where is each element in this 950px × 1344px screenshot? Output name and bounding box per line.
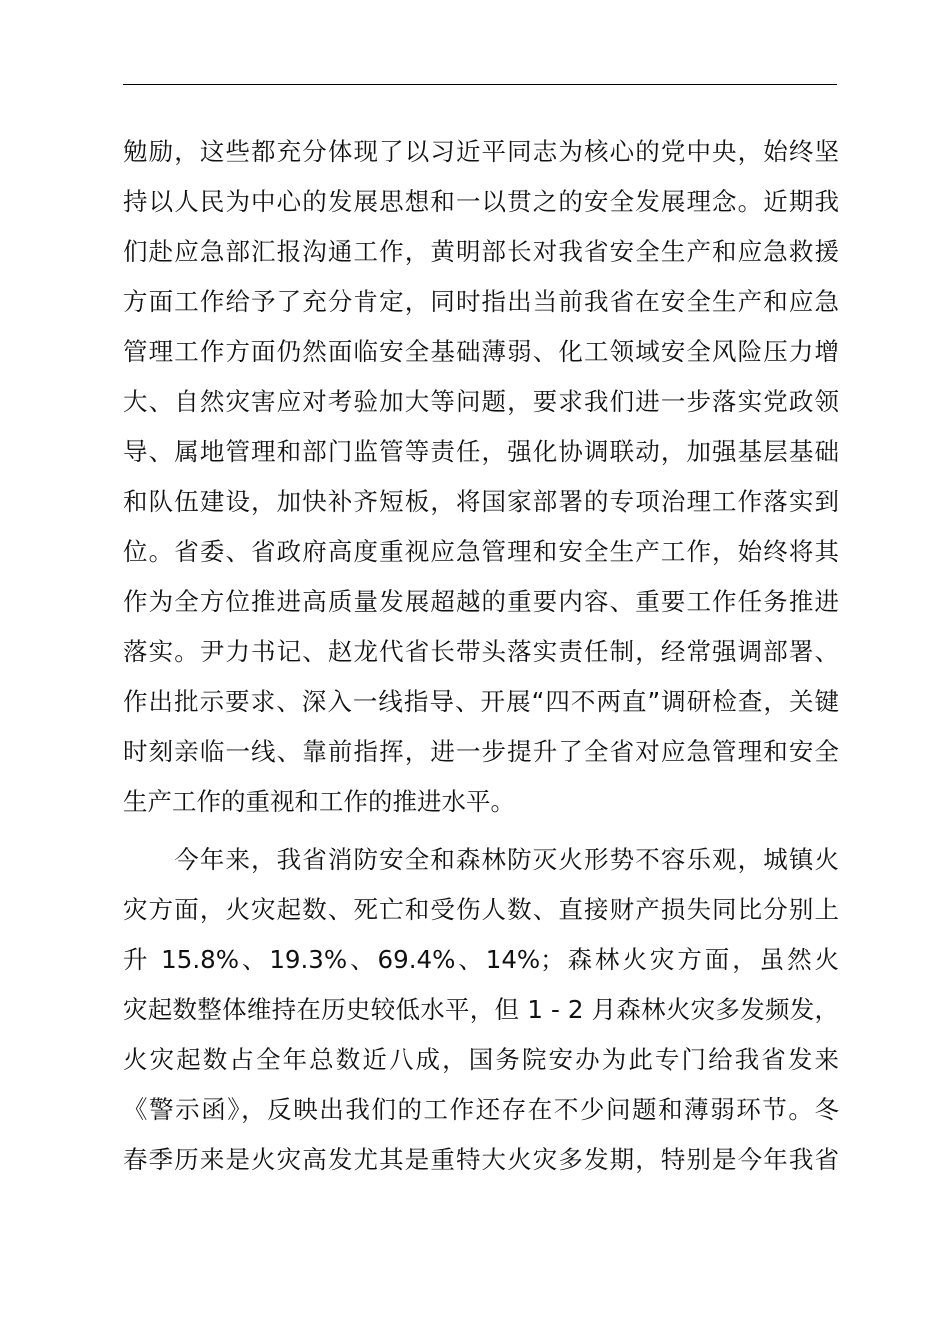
text-line: 落实。尹力书记、赵龙代省长带头落实责任制，经常强调部署、 (123, 637, 839, 666)
paragraph-1 (123, 127, 839, 827)
text-line: 时刻亲临一线、靠前指挥，进一步提升了全省对应急管理和安全 (123, 737, 839, 766)
text-line: 灾方面，火灾起数、死亡和受伤人数、直接财产损失同比分别上 (123, 895, 839, 924)
text-line: 位。省委、省政府高度重视应急管理和安全生产工作，始终将其 (123, 537, 839, 566)
text-line: 《警示函》，反映出我们的工作还存在不少问题和薄弱环节。冬 (123, 1095, 839, 1124)
text-line: 作出批示要求、深入一线指导、开展“四不两直”调研检查，关键 (123, 687, 839, 716)
text-line: 升 15.8%、19.3%、69.4%、14%；森林火灾方面，虽然火 (123, 945, 839, 974)
text-line: 和队伍建设，加快补齐短板，将国家部署的专项治理工作落实到 (123, 487, 839, 516)
text-line: 火灾起数占全年总数近八成，国务院安办为此专门给我省发来 (123, 1045, 839, 1074)
text-line: 勉励，这些都充分体现了以习近平同志为核心的党中央，始终坚 (123, 137, 839, 166)
text-line: 方面工作给予了充分肯定，同时指出当前我省在安全生产和应急 (123, 287, 839, 316)
paragraph-2 (123, 835, 839, 1185)
text-line: 春季历来是火灾高发尤其是重特大火灾多发期，特别是今年我省 (123, 1145, 839, 1174)
text-line: 生产工作的重视和工作的推进水平。 (123, 787, 515, 816)
document-body (123, 127, 839, 1185)
text-line: 作为全方位推进高质量发展超越的重要内容、重要工作任务推进 (123, 587, 839, 616)
text-line: 大、自然灾害应对考验加大等问题，要求我们进一步落实党政领 (123, 387, 839, 416)
header-rule (123, 84, 837, 85)
text-line: 灾起数整体维持在历史较低水平，但 1 - 2 月森林火灾多发频发， (123, 995, 839, 1024)
paragraph-spacer (123, 827, 839, 835)
text-line: 管理工作方面仍然面临安全基础薄弱、化工领域安全风险压力增 (123, 337, 839, 366)
text-line: 导、属地管理和部门监管等责任，强化协调联动，加强基层基础 (123, 437, 839, 466)
text-line: 持以人民为中心的发展思想和一以贯之的安全发展理念。近期我 (123, 187, 839, 216)
text-line: 今年来，我省消防安全和森林防灭火形势不容乐观，城镇火 (123, 845, 839, 874)
text-line: 们赴应急部汇报沟通工作，黄明部长对我省安全生产和应急救援 (123, 237, 839, 266)
